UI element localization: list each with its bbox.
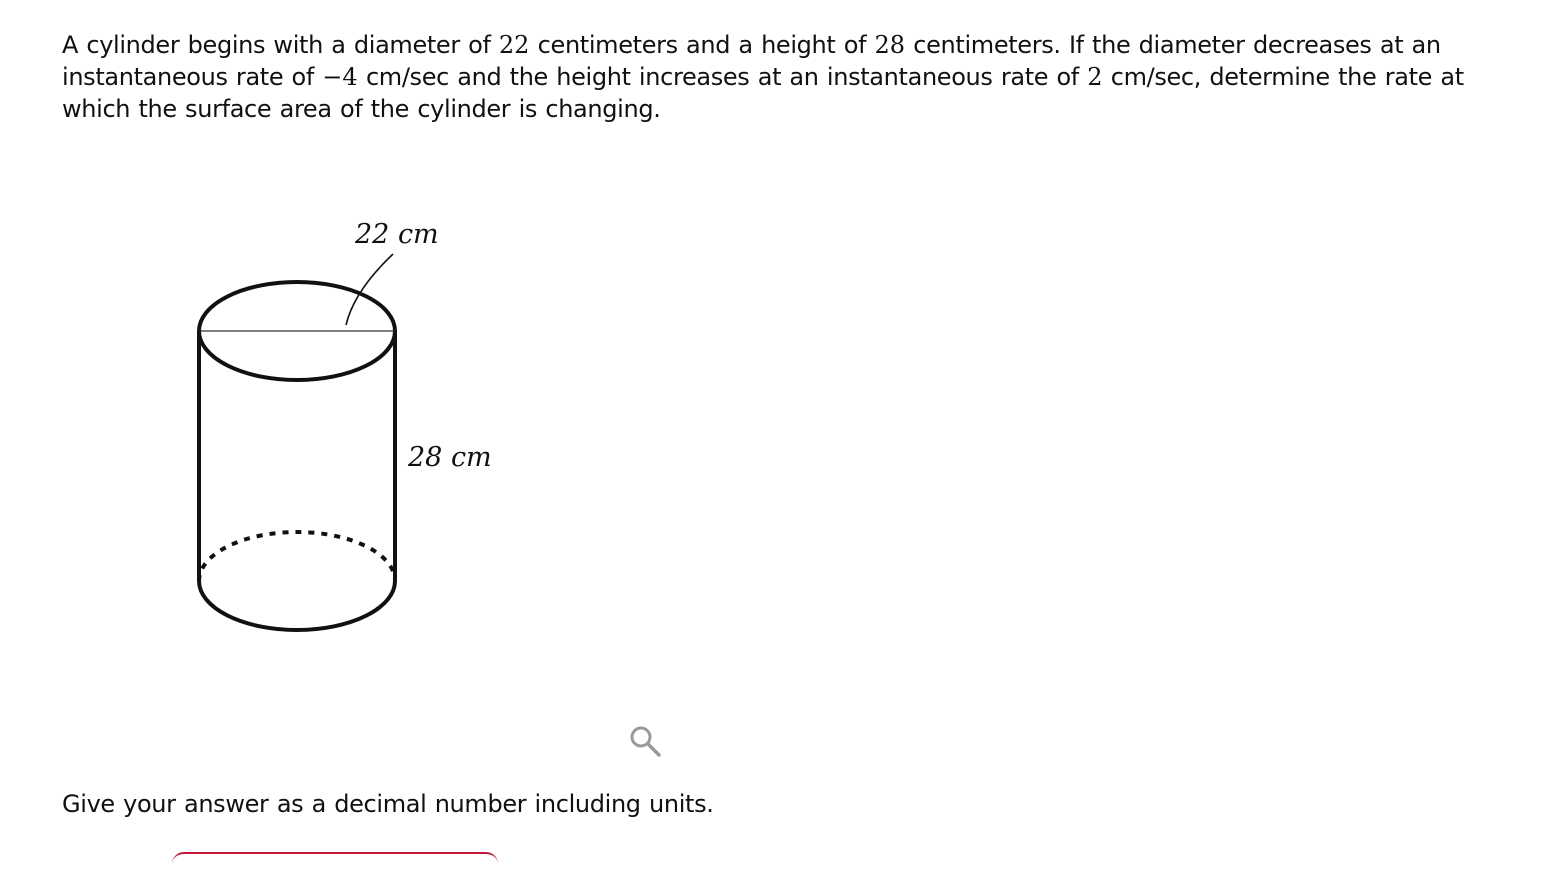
question-part-5: cm/sec, determine the rate at which the surface area of the cylinder is changing.	[62, 63, 1464, 123]
question-part-1: A cylinder begins with a diameter of	[62, 31, 499, 59]
question-diameter-value: 22	[498, 31, 530, 59]
question-part-4: cm/sec and the height increases at an instantaneous rate of	[357, 63, 1088, 91]
diameter-label: 22 cm	[355, 219, 439, 250]
answer-instruction: Give your answer as a decimal number including units.	[62, 790, 714, 818]
cylinder-bottom-hidden-arc	[199, 532, 395, 581]
cylinder-figure	[0, 0, 560, 680]
answer-input[interactable]	[172, 852, 498, 882]
question-height-rate: 2	[1087, 63, 1103, 91]
magnifier-icon[interactable]	[627, 723, 663, 759]
question-diameter-rate: −4	[322, 63, 358, 91]
height-label: 28 cm	[408, 442, 492, 473]
cylinder-bottom-front-arc	[199, 581, 395, 630]
question-height-value: 28	[874, 31, 906, 59]
question-part-2: centimeters and a height of	[529, 31, 875, 59]
question-part-3: centimeters. If the diameter decreases at an instantaneous rate of	[62, 31, 1441, 91]
